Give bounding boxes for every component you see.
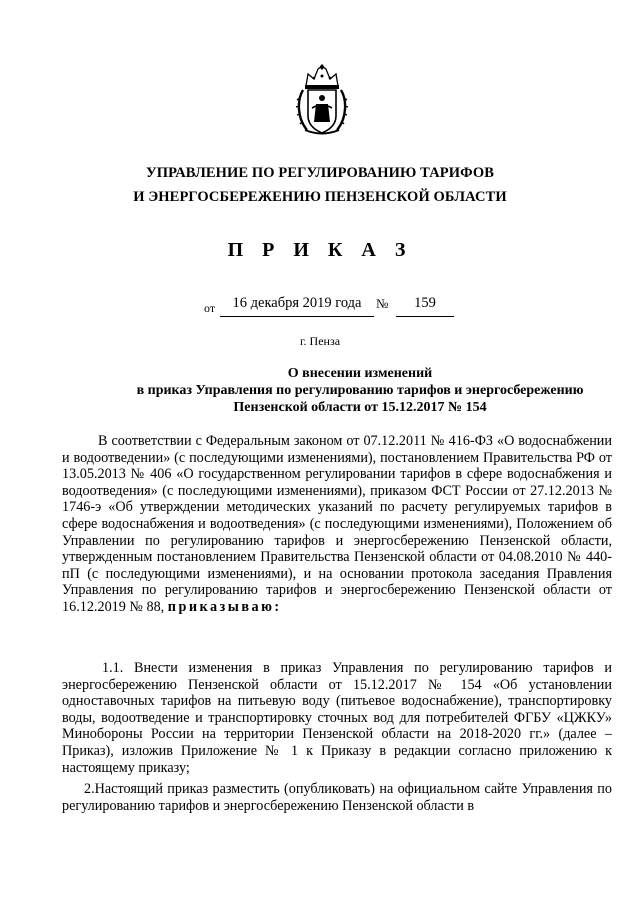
preamble-paragraph: [62, 433, 612, 616]
order-date: 16 декабря 2019 года: [220, 294, 374, 317]
preamble-block: [62, 433, 612, 616]
preamble-text: В соответствии с Федеральным законом от 07.12.2011 № 416-ФЗ «О водоснабжении и водоотведении» (с последующими изменениями), постановлением Правительства РФ от 13.05.2013 № 406 «О государственном регулировании тарифов в сфере водоснабжения и водоотведения» (с последующими изменениями), приказом ФСТ России от 27.12.2013 № 1746-э «Об утверждении методических указаний по расчету регулируемых тарифов в сфере водоснабжения и водоотведения» (с последующими изменениями), Положением об Управлении по регулированию тарифов и энергосбережению Пензенской области, утвержденным постановлением Правительства Пензенской области от 04.08.2010 № 440-пП (с последующими изменениями), и на основании протокола заседания Правления Управления по регулированию тарифов и энергосбережению Пензенской области от 16.12.2019 № 88,: [62, 433, 612, 615]
subject-line-1: О внесении изменений: [287, 366, 433, 381]
number-label: №: [376, 296, 389, 311]
order-word: приказываю:: [167, 598, 282, 615]
subject-line-2: в приказ Управления по регулированию тарифов и энергосбережению: [136, 383, 584, 398]
order-item-1: 1.1. Внести изменения в приказ Управления по регулированию тарифов и энергосбережению Пензенской области от 15.12.2017 № 154 «Об установлении одноставочных тарифов на питьевую воду (питьевое водоснабжение), транспортировку воды, водоотведение и транспортировку сточных вод для потребителей ФГБУ «ЦЖКУ» Минобороны России на территории Пензенской области на 2018-2020 гг.» (далее – Приказ), изложив Приложение № 1 к Приказу в редакции согласно приложению к настоящему приказу;: [62, 660, 612, 776]
document-type-title: П Р И К А З: [227, 239, 413, 261]
order-number: 159: [396, 294, 454, 317]
organization-name-line-1: УПРАВЛЕНИЕ ПО РЕГУЛИРОВАНИЮ ТАРИФОВ: [145, 165, 495, 181]
organization-name-line-2: И ЭНЕРГОСБЕРЕЖЕНИЮ ПЕНЗЕНСКОЙ ОБЛАСТИ: [133, 189, 507, 205]
order-item-2: 2.Настоящий приказ разместить (опубликовать) на официальном сайте Управления по регулированию тарифов и энергосбережению Пензенской области в: [62, 781, 612, 814]
order-items: [62, 660, 612, 814]
coat-of-arms-icon: [296, 64, 348, 136]
date-prefix: от: [204, 301, 216, 315]
order-subject: [100, 365, 620, 416]
subject-line-3: Пензенской области от 15.12.2017 № 154: [233, 400, 487, 415]
city-label: г. Пенза: [299, 334, 341, 348]
